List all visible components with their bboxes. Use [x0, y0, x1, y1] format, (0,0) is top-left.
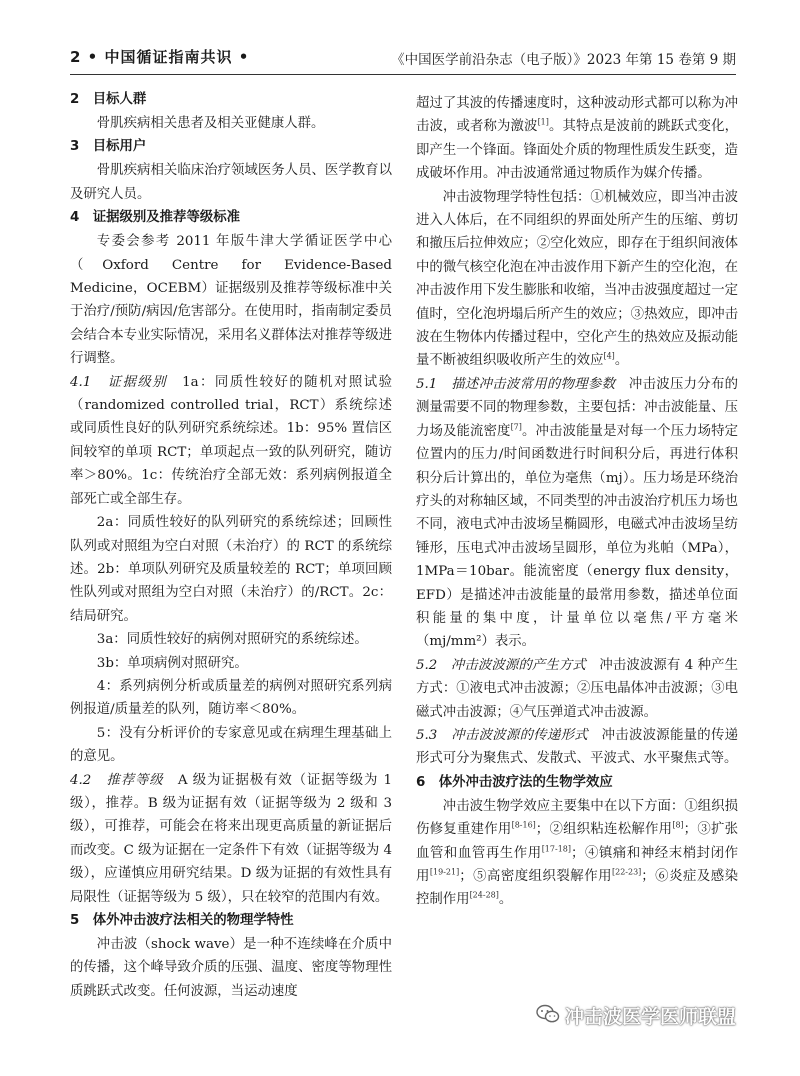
section-heading: 5 体外冲击波疗法相关的物理学特性 [70, 913, 294, 928]
left-column [70, 88, 392, 1003]
paragraph: 3b：单项病例对照研究。 [96, 655, 248, 671]
page-header [70, 46, 736, 75]
citation: [1] [537, 117, 549, 127]
right-column [416, 92, 738, 912]
citation: [8-16] [511, 820, 536, 830]
section-heading: 6 体外冲击波疗法的生物学效应 [416, 774, 613, 790]
subsection-paragraph: 4.1 证据级别 1a：同质性较好的随机对照试验（randomized controlled trial，RCT）系统综述或同质性良好的队列研究系统综述。1b：95% 置信区间较窄的单项 RCT；单项起点一致的队列研究，随访率＞80%。1c：传统治疗全部无效：系列病例报道全部死亡或全部生存。 [70, 374, 392, 507]
section-heading: 3 目标用户 [70, 139, 147, 155]
section-heading: 4 证据级别及推荐等级标准 [70, 210, 241, 226]
journal-issue: 《中国医学前沿杂志（电子版）》2023 年第 15 卷第 9 期 [391, 52, 736, 68]
wechat-icon [536, 1004, 560, 1024]
subsection-heading: 4.1 证据级别 [70, 374, 168, 390]
subsection-heading: 5.3 冲击波波源的传递形式 [416, 727, 588, 743]
citation: [19-21] [429, 867, 460, 877]
citation: [7] [510, 422, 522, 432]
citation: [8] [672, 820, 684, 830]
citation: [24-28] [469, 890, 499, 900]
subsection-paragraph: 5.2 冲击波波源的产生方式 冲击波波源有 4 种产生方式：①液电式冲击波源；②压电晶体冲击波源；③电磁式冲击波源；④气压弹道式冲击波源。 [416, 657, 738, 720]
paragraph: 冲击波（shock wave）是一种不连续峰在介质中的传播，这个峰导致介质的压强、温度、密度等物理性质跳跃式改变。任何波源，当运动速度 [70, 937, 392, 999]
paragraph: 3a：同质性较好的病例对照研究的系统综述。 [96, 632, 368, 648]
page-number-journal-section: 2 • 中国循证指南共识 • [70, 48, 250, 66]
subsection-paragraph: 4.2 推荐等级 A 级为证据极有效（证据等级为 1 级），推荐。B 级为证据有效（证据等级为 2 级和 3 级），可推荐，可能会在将来出现更高质量的新证据后而改变。C 级为证据在一定条件下有效（证据等级为 4 级），应谨慎应用研究结果。D 级为证据的有效性具有局限性（证据等级为 5 级），只在较窄的范围内有效。 [70, 772, 393, 905]
paragraph: 专委会参考 2011 年版牛津大学循证医学中心（Oxford Centre for Evidence-Based Medicine，OCEBM）证据级别及推荐等级标准中关于治疗/预防/病因/危害部分。在使用时，指南制定委员会结合本专业实际情况，采用名义群体法对推荐等级进行调整。 [70, 234, 392, 367]
paragraph: 4：系列病例分析或质量差的病例对照研究系列病例报道/质量差的队列，随访率＜80%。 [70, 678, 392, 718]
subsection-paragraph: 5.3 冲击波波源的传递形式 冲击波波源能量的传递形式可分为聚焦式、发散式、平波式、水平聚焦式等。 [416, 727, 739, 767]
paragraph: 骨肌疾病相关临床治疗领域医务人员、医学教育以及研究人员。 [70, 163, 392, 202]
paragraph: 冲击波生物学效应主要集中在以下方面：①组织损伤修复重建作用[8-16]；②组织粘连松解作用[8]；③扩张血管和血管再生作用[17-18]；④镇痛和神经末梢封闭作用[19-21]；⑤高密度组织裂解作用[22-23]；⑥炎症及感染控制作用[24-28]。 [416, 798, 739, 908]
citation: [17-18] [541, 844, 571, 854]
paragraph: 5：没有分析评价的专家意见或在病理生理基础上的意见。 [70, 725, 392, 765]
subsection-heading: 4.2 推荐等级 [70, 772, 164, 788]
section-heading: 2 目标人群 [70, 92, 147, 107]
paragraph: 骨肌疾病相关患者及相关亚健康人群。 [96, 116, 325, 131]
citation: [22-23] [611, 867, 642, 877]
citation: [4] [603, 352, 615, 361]
watermark-text: 冲击波医学医师联盟 [565, 1006, 737, 1028]
paragraph: 2a：同质性较好的队列研究的系统综述；回顾性队列或对照组为空白对照（未治疗）的 RCT 的系统综述。2b：单项队列研究及质量较差的 RCT；单项回顾性队列或对照组为空白对照（未治疗）的/RCT。2c：结局研究。 [70, 515, 392, 624]
paragraph: 冲击波物理学特性包括：①机械效应，即当冲击波进入人体后，在不同组织的界面处所产生的压缩、剪切和撤压后拉伸效应；②空化效应，即存在于组织间液体中的微气核空化泡在冲击波作用下新产生的空化泡，在冲击波作用下发生膨胀和收缩，当冲击波强度超过一定值时，空化泡坍塌后所产生的效应；③热效应，即冲击波在生物体内传播过程中，空化产生的热效应及振动能量不断被组织吸收所产生的效应[4]。 [416, 189, 738, 369]
paragraph-continued: 超过了其波的传播速度时，这种波动形式都可以称为冲击波，或者称为激波[1]。其特点是波前的跳跃式变化，即产生一个锋面。锋面处介质的物理性质发生跃变，造成破坏作用。冲击波通常通过物质作为媒介传播。 [416, 96, 739, 182]
subsection-paragraph: 5.1 描述冲击波常用的物理参数 冲击波压力分布的测量需要不同的物理参数，主要包括：冲击波能量、压力场及能流密度[7]。冲击波能量是对每一个压力场特定位置内的压力/时间函数进行时间积分后，再进行体积积分后计算出的，单位为毫焦（mj）。压力场是环绕治疗头的对称轴区域，不同类型的冲击波治疗机压力场也不同，液电式冲击波场呈椭圆形，电磁式冲击波场呈纺锤形，压电式冲击波场呈圆形，单位为兆帕（MPa），1MPa＝10bar。能流密度（energy flux density，EFD）是描述冲击波能量的最常用参数，描述单位面积能量的集中度，计量单位以毫焦/平方毫米（mj/mm²）表示。 [416, 376, 739, 650]
subsection-heading: 5.2 冲击波波源的产生方式 [416, 657, 586, 673]
subsection-heading: 5.1 描述冲击波常用的物理参数 [416, 376, 616, 392]
